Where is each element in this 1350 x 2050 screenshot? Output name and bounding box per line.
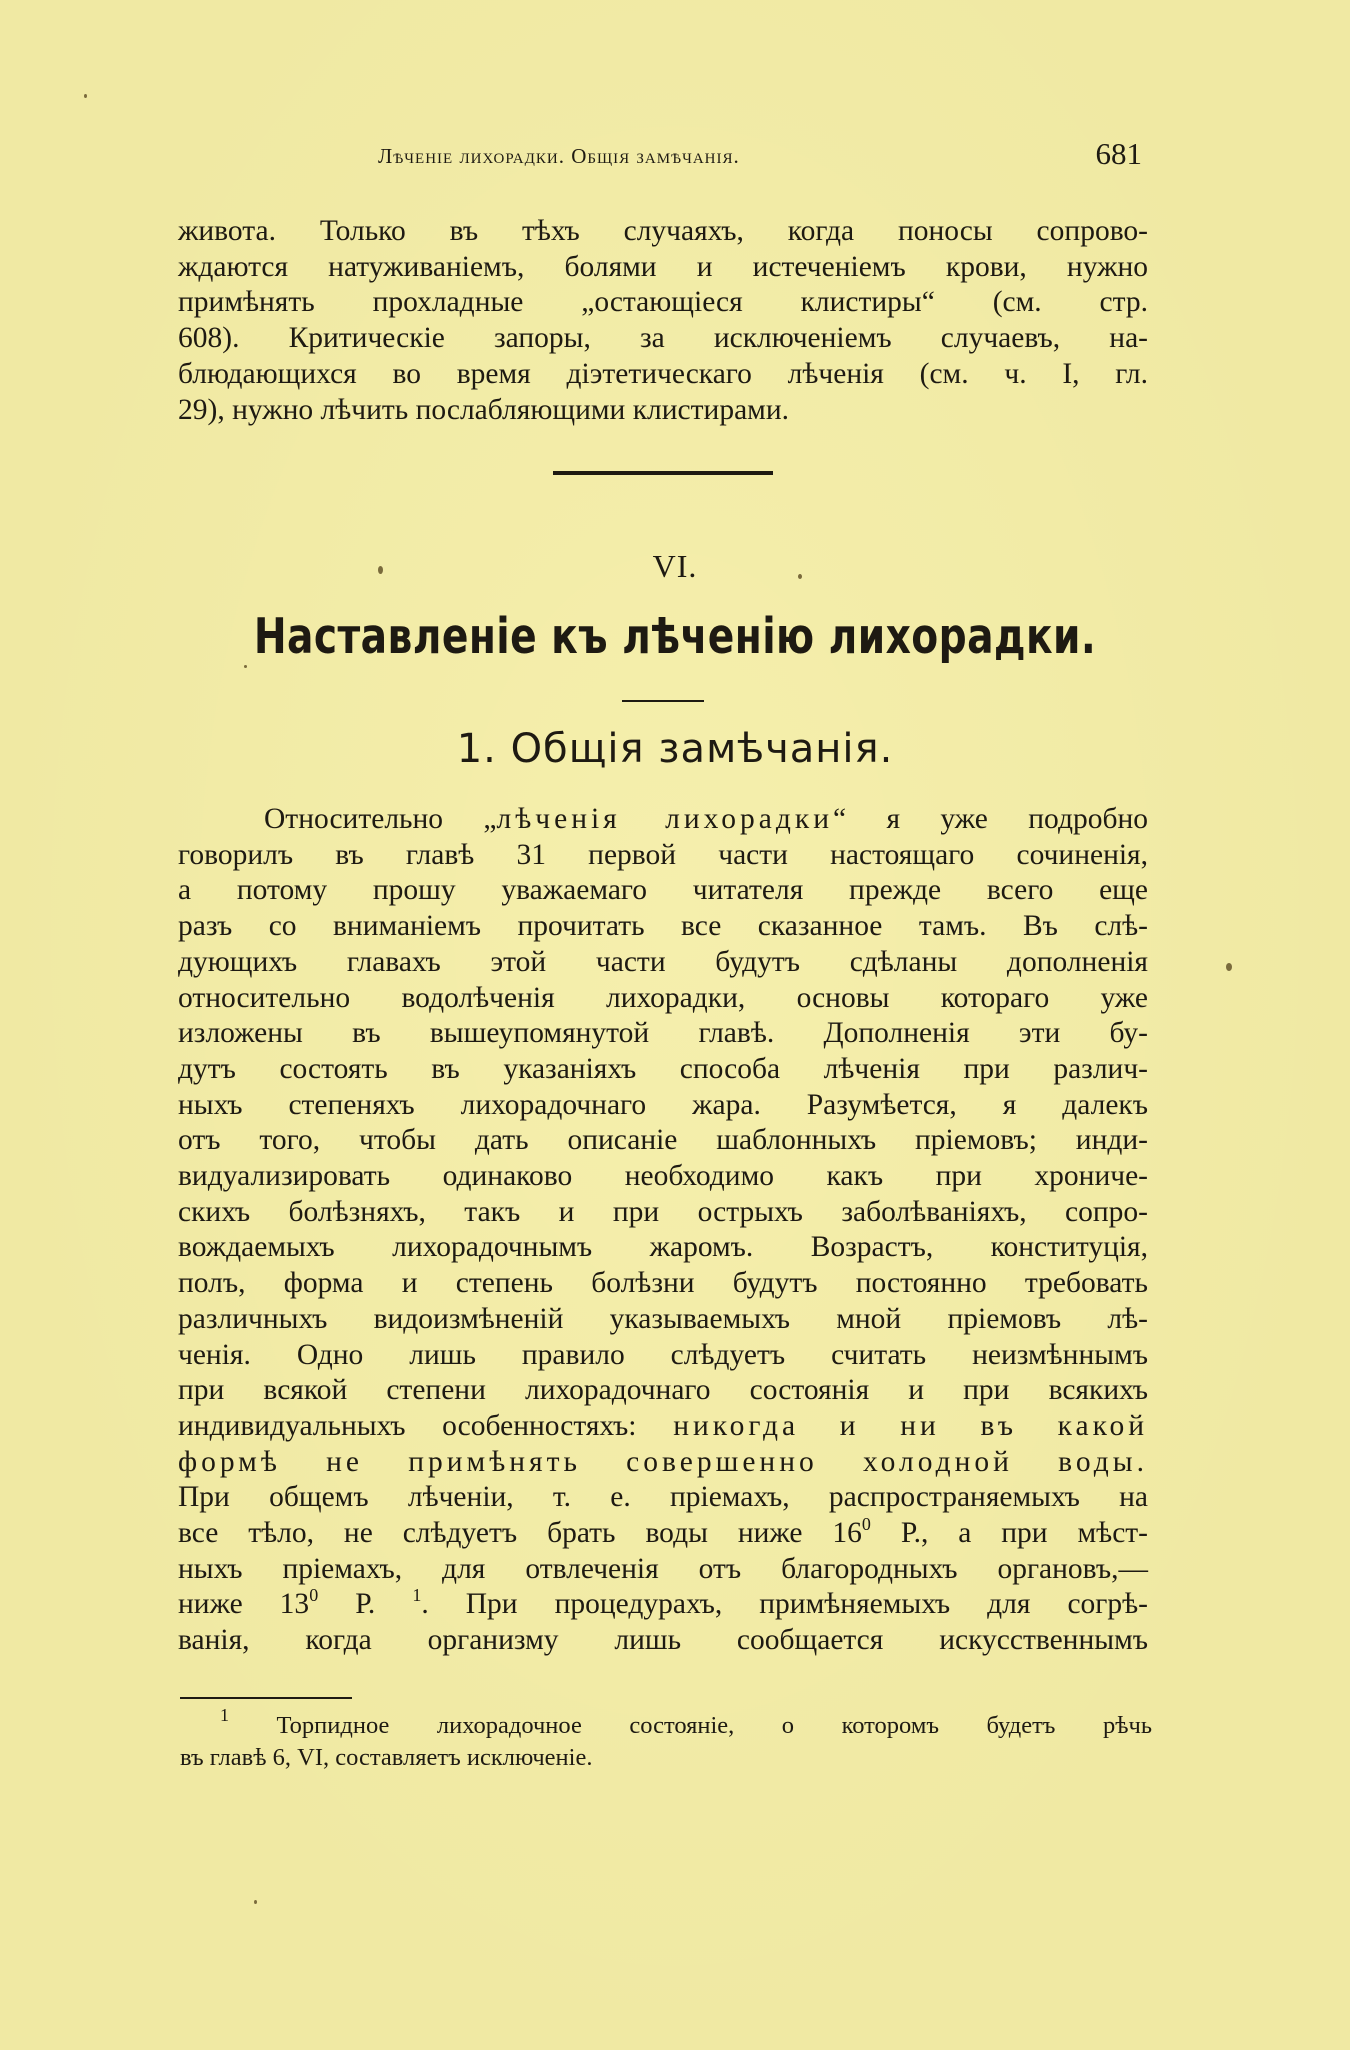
paragraph-line: блюдающихся во время діэтетическаго лѣченія (см. ч. I, гл. [178, 357, 1148, 390]
degree-sign: 0 [861, 1514, 871, 1535]
paper-speck [84, 94, 87, 98]
paragraph-line: полъ, форма и степень болѣзни будутъ постоянно требовать [178, 1267, 1148, 1300]
paragraph-line: При общемъ лѣченіи, т. е. пріемахъ, распространяемыхъ на [178, 1481, 1148, 1514]
paragraph-line: ныхъ пріемахъ, для отвлеченія отъ благородныхъ органовъ,— [178, 1552, 1148, 1585]
title-divider [622, 700, 704, 702]
paper-speck [1226, 963, 1232, 971]
running-head [378, 136, 1148, 176]
paragraph-line [178, 802, 1148, 838]
paragraph-line: говорилъ въ главѣ 31 первой части настоящаго сочиненія, [178, 838, 1148, 871]
subsection-heading: 1. Общія замѣчанія. [456, 726, 894, 772]
text-run: индивидуальныхъ особенностяхъ: [178, 1409, 674, 1442]
paragraph-line [178, 1587, 1148, 1623]
paper-speck [378, 566, 383, 574]
paragraph-line: ныхъ степеняхъ лихорадочнаго жара. Разумѣется, я далекъ [178, 1088, 1148, 1121]
degree-sign: 0 [309, 1585, 319, 1606]
paragraph-line: ванія, когда организму лишь сообщается искусственнымъ [178, 1624, 1148, 1657]
text-run: . При процедурахъ, примѣняемыхъ для согрѣ- [421, 1588, 1148, 1621]
running-head-title: Лѣченіе лихорадки. Общія замѣчанія. [378, 144, 740, 168]
footnote [180, 1705, 1153, 1774]
paragraph-line: ждаются натуживаніемъ, болями и истеченіемъ крови, нужно [178, 250, 1148, 283]
paragraph-line: живота. Только въ тѣхъ случаяхъ, когда поносы сопрово- [178, 215, 1148, 247]
chapter-title: Наставленіе къ лѣченію лихорадки. [253, 608, 1097, 665]
paragraph-line: дутъ состоять въ указаніяхъ способа лѣченія при различ- [178, 1052, 1148, 1085]
paragraph-line: 29), нужно лѣчить послабляющими клистирами. [178, 393, 790, 426]
footnote-divider [180, 1697, 352, 1699]
paper-speck [254, 1900, 257, 1904]
paragraph-line: отъ того, чтобы дать описаніе шаблонныхъ пріемовъ; инди- [178, 1124, 1148, 1157]
paper-speck [798, 574, 802, 579]
emphasized-line: формѣ не примѣнять совершенно холодной воды. [178, 1445, 1148, 1478]
footnote-line: въ главѣ 6, VI, составляетъ исключеніе. [180, 1744, 593, 1771]
text-run: ниже 13 [178, 1588, 310, 1621]
paragraph-line: относительно водолѣченія лихорадки, основы котораго уже [178, 981, 1148, 1014]
paragraph-line: вождаемыхъ лихорадочнымъ жаромъ. Возрастъ, конституція, [178, 1231, 1148, 1264]
footnote-marker: 1 [220, 1705, 229, 1725]
footnote-line [180, 1705, 1153, 1742]
text-run: все тѣло, не слѣдуетъ брать воды ниже 16 [178, 1517, 862, 1550]
paragraph-line: ченія. Одно лишь правило слѣдуетъ считать неизмѣннымъ [178, 1338, 1148, 1371]
text-run: Относительно „ [264, 803, 497, 835]
paragraph-line: 608). Критическіе запоры, за исключеніемъ случаевъ, на- [178, 322, 1148, 355]
footnote-reference: 1 [412, 1585, 422, 1606]
top-paragraph [178, 214, 1148, 428]
section-divider [553, 471, 773, 475]
emphasized-text: лѣченія лихорадки [496, 803, 833, 835]
paragraph-line: изложены въ вышеупомянутой главѣ. Дополненія эти бу- [178, 1017, 1148, 1050]
paragraph-line: видуализировать одинаково необходимо какъ при хрониче- [178, 1160, 1148, 1193]
paragraph-line: разъ со вниманіемъ прочитать все сказанное тамъ. Въ слѣ- [178, 910, 1148, 943]
paragraph-line: а потому прошу уважаемаго читателя прежде всего еще [178, 874, 1148, 907]
paragraph-line [178, 1516, 1148, 1552]
paper-speck [244, 665, 247, 668]
text-run: “ я уже подробно [833, 803, 1149, 835]
paragraph-line: различныхъ видоизмѣненій указываемыхъ мной пріемовъ лѣ- [178, 1302, 1148, 1335]
page-number: 681 [1095, 136, 1142, 171]
text-run: Р. [318, 1588, 413, 1621]
section-number: VI. [652, 548, 698, 584]
paragraph-line [178, 1409, 1148, 1445]
text-run: Р., а при мѣст- [870, 1517, 1149, 1550]
paragraph-line: скихъ болѣзняхъ, такъ и при острыхъ заболѣваніяхъ, сопро- [178, 1195, 1148, 1228]
paragraph-line: при всякой степени лихорадочнаго состоянія и при всякихъ [178, 1374, 1148, 1407]
emphasized-text: никогда и ни въ какой [673, 1409, 1148, 1442]
paragraph-line: примѣнять прохладные „остающіеся клистиры“ (см. стр. [178, 286, 1148, 319]
main-paragraph [178, 802, 1148, 1659]
footnote-text: Торпидное лихорадочное состояніе, о которомъ будетъ рѣчь [276, 1712, 1153, 1739]
paragraph-line: дующихъ главахъ этой части будутъ сдѣланы дополненія [178, 945, 1148, 978]
